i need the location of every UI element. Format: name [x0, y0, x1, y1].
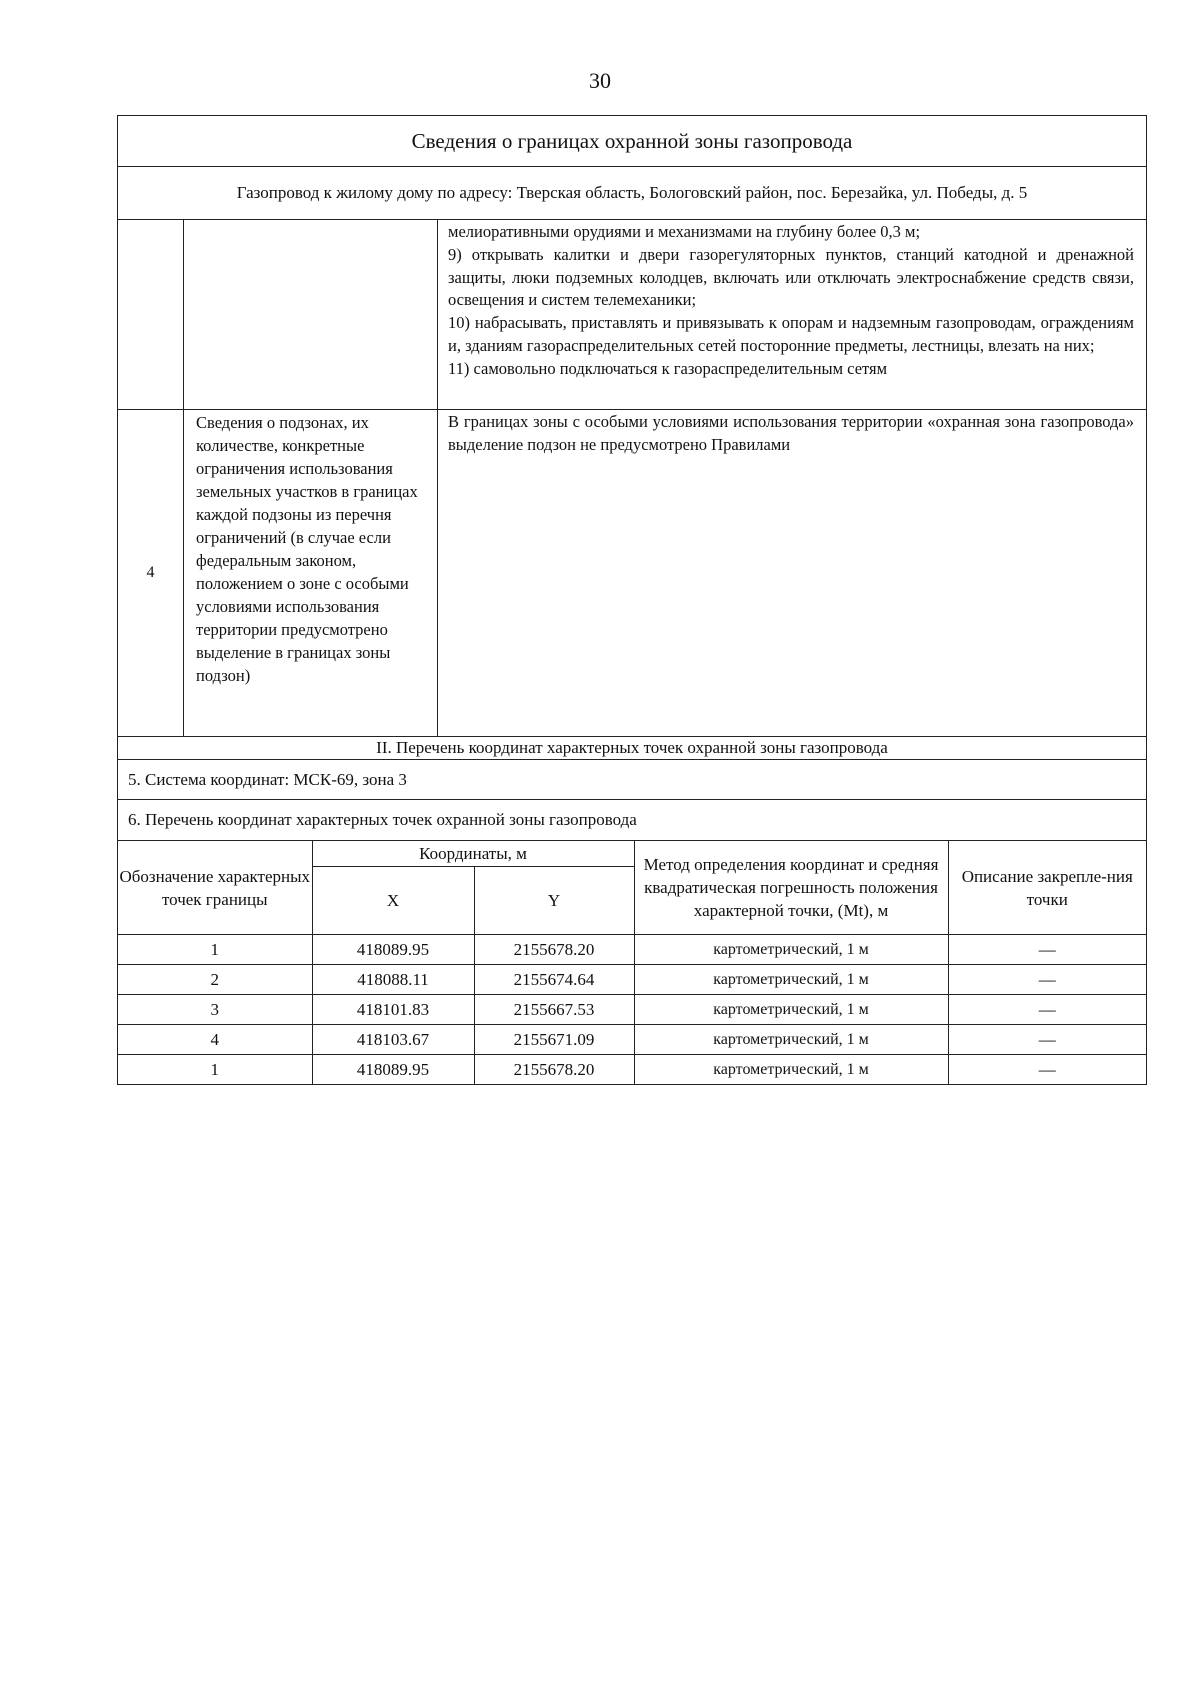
- table-row: [118, 1055, 1146, 1085]
- point-x: 418088.11: [312, 965, 474, 995]
- document-title: Сведения о границах охранной зоны газопровода: [118, 116, 1146, 167]
- protection-zone-document: [117, 115, 1147, 1085]
- point-y: 2155678.20: [474, 935, 634, 965]
- point-method: картометрический, 1 м: [634, 1055, 948, 1085]
- restrictions-text: [438, 220, 1146, 409]
- point-y: 2155671.09: [474, 1025, 634, 1055]
- table-row: [118, 935, 1146, 965]
- point-number: 3: [118, 995, 312, 1025]
- coordinates-table-wrapper: [118, 841, 1146, 1084]
- header-y: Y: [474, 867, 634, 935]
- point-description: —: [948, 995, 1146, 1025]
- point-description: —: [948, 1025, 1146, 1055]
- restriction-line: 9) открывать калитки и двери газорегуляторных пунктов, станций катодной и дренажной защиты, люки подземных колодцев, включать или отключать электроснабжение средств связи, освещения и систем телемеханики;: [448, 244, 1134, 310]
- point-y: 2155674.64: [474, 965, 634, 995]
- subzone-row-number: 4: [118, 410, 184, 736]
- restriction-line: 10) набрасывать, приставлять и привязывать к опорам и надземным газопроводам, ограждениям и, зданиям газораспределительных сетей посторонние предметы, лестницы, влезать на них;: [448, 313, 1134, 355]
- point-y: 2155678.20: [474, 1055, 634, 1085]
- header-coordinates: Координаты, м: [312, 841, 634, 867]
- point-x: 418089.95: [312, 1055, 474, 1085]
- coordinate-system: 5. Система координат: МСК-69, зона 3: [118, 760, 1146, 800]
- point-description: —: [948, 1055, 1146, 1085]
- coordinates-table: [118, 841, 1146, 1084]
- point-x: 418101.83: [312, 995, 474, 1025]
- point-method: картометрический, 1 м: [634, 995, 948, 1025]
- restrictions-continuation-row: [118, 220, 1146, 410]
- point-method: картометрический, 1 м: [634, 1025, 948, 1055]
- point-description: —: [948, 965, 1146, 995]
- point-y: 2155667.53: [474, 995, 634, 1025]
- point-description: —: [948, 935, 1146, 965]
- points-heading: 6. Перечень координат характерных точек охранной зоны газопровода: [118, 800, 1146, 841]
- table-row: [118, 965, 1146, 995]
- header-designation: Обозначение характерных точек границы: [118, 841, 312, 935]
- page-number: 30: [589, 68, 611, 93]
- table-row: [118, 1025, 1146, 1055]
- restriction-line: 11) самовольно подключаться к газораспределительным сетям: [448, 358, 888, 378]
- subzone-value: В границах зоны с особыми условиями использования территории «охранная зона газопровода» выделение подзон не предусмотрено Правилами: [448, 412, 1134, 454]
- row-label-cell: [184, 220, 438, 409]
- header-x: X: [312, 867, 474, 935]
- point-x: 418103.67: [312, 1025, 474, 1055]
- point-x: 418089.95: [312, 935, 474, 965]
- row-number-cell: [118, 220, 184, 409]
- point-number: 1: [118, 935, 312, 965]
- point-method: картометрический, 1 м: [634, 935, 948, 965]
- point-method: картометрический, 1 м: [634, 965, 948, 995]
- point-number: 4: [118, 1025, 312, 1055]
- section-2-title: II. Перечень координат характерных точек охранной зоны газопровода: [118, 737, 1146, 760]
- subzone-row: [118, 410, 1146, 737]
- restriction-line: мелиоративными орудиями и механизмами на глубину более 0,3 м;: [448, 222, 921, 241]
- header-method: Метод определения координат и средняя квадратическая погрешность положения характерной точки, (Mt), м: [634, 841, 948, 935]
- subzone-label: Сведения о подзонах, их количестве, конкретные ограничения использования земельных участков в границах каждой подзоны из перечня ограничений (в случае если федеральным законом, положением о зоне с особыми условиями использования территории предусмотрено выделение в границах зоны подзон): [184, 410, 438, 736]
- header-description: Описание закрепле-ния точки: [948, 841, 1146, 935]
- table-row: [118, 995, 1146, 1025]
- point-number: 1: [118, 1055, 312, 1085]
- point-number: 2: [118, 965, 312, 995]
- address-line: Газопровод к жилому дому по адресу: Тверская область, Бологовский район, пос. Березайка, ул. Победы, д. 5: [118, 167, 1146, 220]
